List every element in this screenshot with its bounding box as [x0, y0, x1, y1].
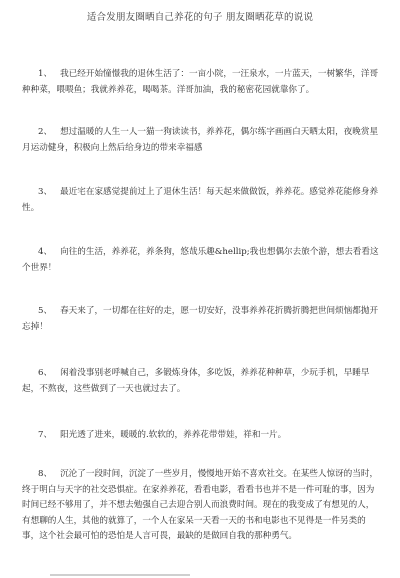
paragraph-number: 8、	[38, 469, 53, 479]
paragraph-number: 1、	[38, 69, 53, 79]
cut-off-text-remnant	[50, 574, 190, 576]
paragraph-3	[22, 185, 382, 216]
paragraph-number: 7、	[38, 430, 53, 440]
paragraph-6	[22, 366, 382, 397]
paragraph-text: 春天来了，一切都在往好的走，愿一切安好，没事养养花折腾折腾把世间烦恼都抛开忘掉！	[22, 306, 379, 332]
paragraph-number: 6、	[38, 368, 53, 378]
paragraph-4	[22, 245, 382, 276]
paragraph-text: 向往的生活，养养花，养条狗，悠哉乐趣&hellip;我也想偶尔去旅个游，想去看看这个世界！	[22, 247, 379, 273]
paragraph-number: 4、	[38, 247, 53, 257]
paragraph-number: 3、	[38, 187, 53, 197]
paragraph-text: 想过温暖的人生一人一猫一狗读读书，养养花，偶尔练字画画白天晒太阳，夜晚赏星月运动健身，积极向上然后给身边的带来幸福感	[22, 127, 379, 153]
paragraph-text: 最近宅在家感觉提前过上了退休生活！每天起来做做饭，养养花。感觉养花能修身养性。	[22, 187, 379, 213]
paragraph-7	[22, 428, 382, 444]
paragraph-text: 沉沦了一段时间，沉淀了一些岁月，慢慢地开始不喜欢社交。在某些人惊讶的当时，终于明白与天字的社交恐惧症。在家养养花，看看电影，看看书也并不是一件可耻的事，因为时间已经不够用了，并不想去勉强自己去迎合别人而浪费时间。现在的我变成了有想见的人，有想聊的人生，其他的就算了，一个人在家呆一天看一天的书和电影也不见得是一件另类的事，这个社会最可怕的恐怕是人言可畏，最缺的是做回自我的那种勇气。	[22, 469, 379, 541]
paragraph-2	[22, 125, 382, 156]
paragraph-text: 我已经开始憧憬我的退休生活了：一亩小院，一汪泉水，一片蓝天，一树繁华，洋哥种种菜，喂喂鱼；我就养养花，喝喝茶。洋哥加油，我的秘密花园就靠你了。	[22, 69, 379, 95]
paragraph-1	[22, 67, 382, 98]
paragraph-text: 闲着没事别老呼喊自己，多锻炼身体，多吃饭，养养花种种草，少玩手机，早睡早起，不熬夜，这些做到了一天也就过去了。	[22, 368, 370, 394]
paragraph-number: 2、	[38, 127, 53, 137]
paragraph-text: 阳光透了进来，暖暖的.软软的，养养花带带娃，祥和一片。	[60, 430, 287, 440]
paragraph-number: 5、	[38, 306, 53, 316]
cut-off-next-line	[50, 568, 190, 578]
document-title: 适合发朋友圈晒自己养花的句子 朋友圈晒花草的说说	[86, 12, 314, 23]
paragraph-8	[22, 467, 382, 545]
paragraph-5	[22, 304, 382, 335]
